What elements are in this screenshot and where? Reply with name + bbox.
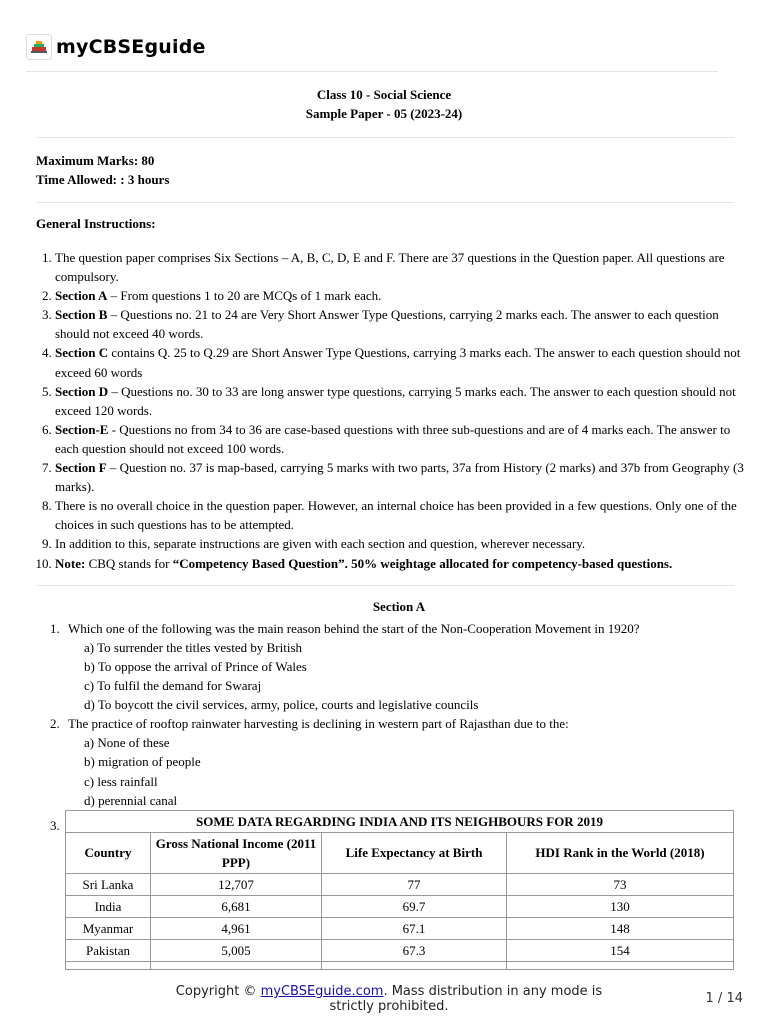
q2-option-a: a) None of these: [84, 735, 170, 750]
instruction-item: 2. Section A – From questions 1 to 20 are MCQs of 1 mark each.: [55, 286, 755, 305]
data-table: [65, 810, 734, 970]
instruction-item: 7. Section F – Question no. 37 is map-based, carrying 5 marks with two parts, 37a from History (2 marks) and 37b from Geography (3 marks).: [55, 458, 755, 496]
table-cell: [151, 962, 322, 970]
q1-option-a: a) To surrender the titles vested by British: [84, 640, 302, 655]
question-2: 2. The practice of rooftop rainwater harvesting is declining in western part of Rajasthan due to the:: [50, 716, 569, 731]
table-cell: 6,681: [151, 896, 322, 918]
table-cell: 130: [507, 896, 734, 918]
q2-option-d: d) perennial canal: [84, 793, 178, 808]
instruction-item: 3. Section B – Questions no. 21 to 24 are Very Short Answer Type Questions, carrying 2 marks each. The answer to each question should not exceed 40 words.: [55, 305, 755, 343]
table-cell: 77: [322, 874, 507, 896]
time-allowed: Time Allowed: : 3 hours: [36, 172, 170, 187]
instructions-list: [36, 248, 755, 573]
instruction-item: 9. In addition to this, separate instructions are given with each section and question, wherever necessary.: [55, 534, 755, 553]
table-cell: 12,707: [151, 874, 322, 896]
instruction-item: 6. Section-E - Questions no from 34 to 36 are case-based questions with three sub-questions and are of 4 marks each. The answer to each question should not exceed 100 words.: [55, 420, 755, 458]
table-header: Country: [66, 833, 151, 874]
table-cell: 154: [507, 940, 734, 962]
table-cell: [322, 962, 507, 970]
footer: Copyright © myCBSEguide.com. Mass distribution in any mode is strictly prohibited.: [175, 984, 603, 1014]
table-header: Life Expectancy at Birth: [322, 833, 507, 874]
paper-title: Sample Paper - 05 (2023-24): [305, 106, 463, 121]
instruction-item: 1. The question paper comprises Six Sections – A, B, C, D, E and F. There are 37 questions in the Question paper. All questions are compulsory.: [55, 248, 755, 286]
instruction-item: 8. There is no overall choice in the question paper. However, an internal choice has been provided in a few questions. Only one of the choices in such questions has to be attempted.: [55, 496, 755, 534]
table-cell: 73: [507, 874, 734, 896]
question-1: 1. Which one of the following was the main reason behind the start of the Non-Cooperation Movement in 1920?: [50, 621, 640, 636]
table-header: HDI Rank in the World (2018): [507, 833, 734, 874]
q2-option-c: c) less rainfall: [84, 774, 158, 789]
table-cell: 5,005: [151, 940, 322, 962]
q2-option-b: b) migration of people: [84, 754, 201, 769]
table-cell: Myanmar: [66, 918, 151, 940]
q1-option-d: d) To boycott the civil services, army, police, courts and legislative councils: [84, 697, 479, 712]
table-cell: 148: [507, 918, 734, 940]
instruction-item: 5. Section D – Questions no. 30 to 33 are long answer type questions, carrying 5 marks each. The answer to each question should not exceed 120 words.: [55, 382, 755, 420]
table-cell: India: [66, 896, 151, 918]
table-cell: Sri Lanka: [66, 874, 151, 896]
divider: [36, 202, 734, 203]
footer-link[interactable]: myCBSEguide.com: [260, 984, 384, 999]
logo-icon: [26, 34, 52, 60]
table-cell: Pakistan: [66, 940, 151, 962]
table-row: [66, 962, 734, 970]
divider: [36, 585, 734, 586]
max-marks: Maximum Marks: 80: [36, 153, 155, 168]
table-cell: 67.3: [322, 940, 507, 962]
instruction-item: 4. Section C contains Q. 25 to Q.29 are Short Answer Type Questions, carrying 3 marks each. The answer to each question should not exceed 60 words: [55, 343, 755, 381]
table-cell: 67.1: [322, 918, 507, 940]
page-number: 1 / 14: [705, 991, 743, 1006]
table-cell: 4,961: [151, 918, 322, 940]
paper-class: Class 10 - Social Science: [316, 87, 452, 102]
instructions-heading: General Instructions:: [36, 216, 156, 231]
table-cell: 69.7: [322, 896, 507, 918]
question-3-number: 3.: [50, 818, 60, 833]
table-row: [66, 874, 734, 896]
table-caption: SOME DATA REGARDING INDIA AND ITS NEIGHBOURS FOR 2019: [66, 811, 734, 833]
site-header: [26, 32, 206, 62]
divider: [26, 71, 718, 72]
divider: [36, 137, 734, 138]
section-a-heading: Section A: [372, 599, 426, 614]
table-row: [66, 940, 734, 962]
q1-option-b: b) To oppose the arrival of Prince of Wales: [84, 659, 307, 674]
table-row: [66, 896, 734, 918]
instruction-note: 10. Note: CBQ stands for “Competency Based Question”. 50% weightage allocated for competency-based questions.: [55, 554, 755, 573]
table-cell: [507, 962, 734, 970]
table-row: [66, 918, 734, 940]
table-header: Gross National Income (2011 PPP): [151, 833, 322, 874]
table-cell: [66, 962, 151, 970]
brand-name[interactable]: myCBSEguide: [56, 36, 206, 58]
q1-option-c: c) To fulfil the demand for Swaraj: [84, 678, 262, 693]
